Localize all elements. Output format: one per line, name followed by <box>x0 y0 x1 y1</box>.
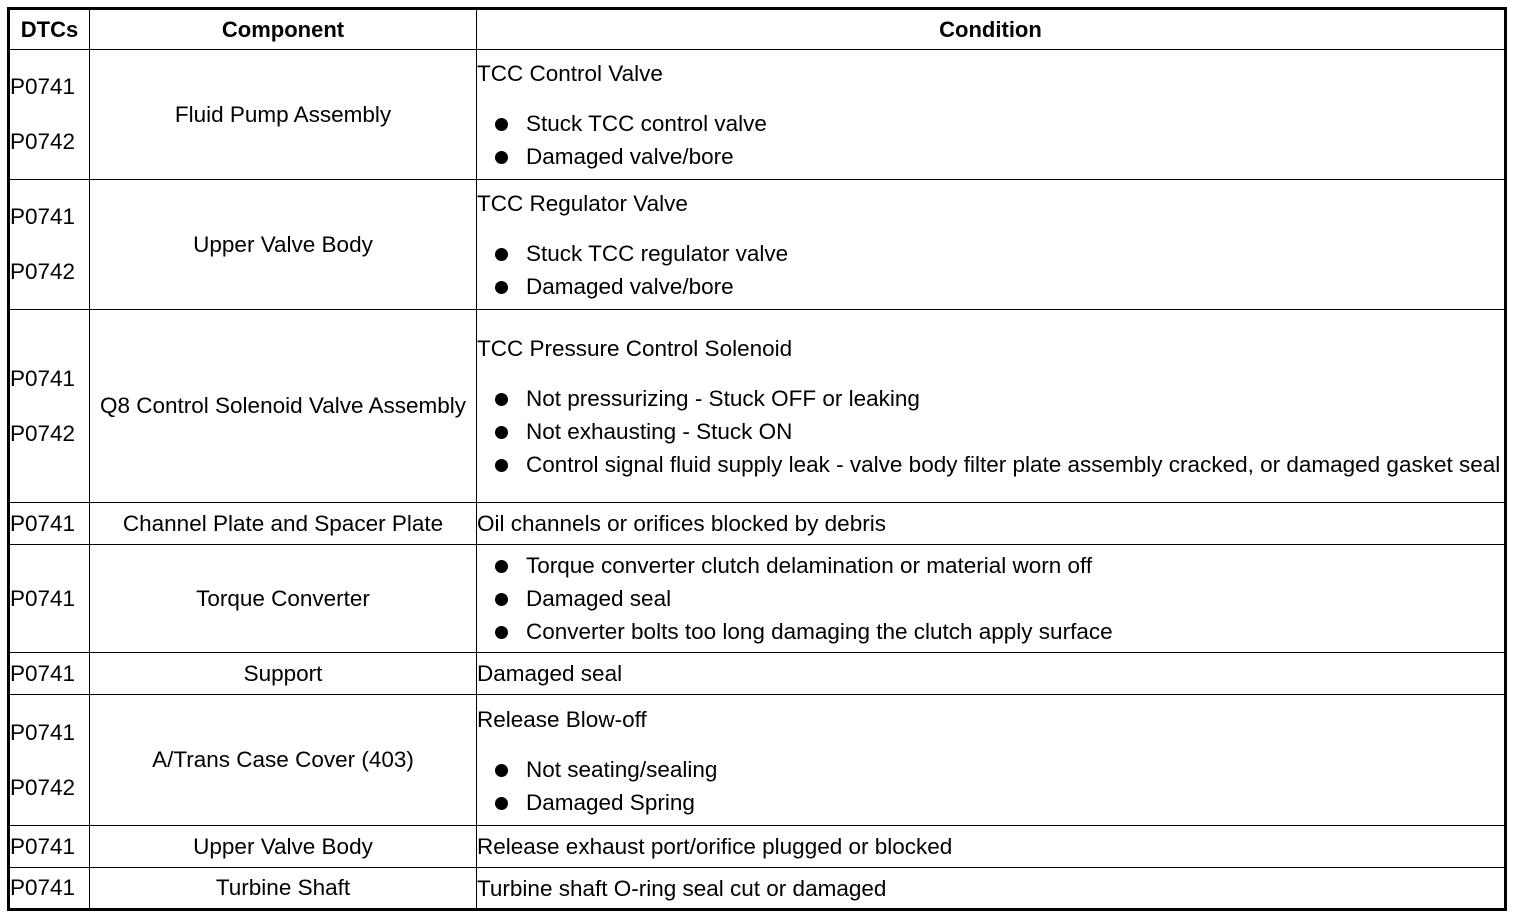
condition-bullet: Control signal fluid supply leak - valve body filter plate assembly cracked, or damaged gasket seal <box>477 450 1504 480</box>
bullet-dot-icon <box>495 593 508 606</box>
dtc-code: P0742 <box>10 129 76 154</box>
dtc-cell <box>9 310 90 503</box>
dtc-cell <box>9 826 90 868</box>
condition-title: Oil channels or orifices blocked by debris <box>477 511 886 536</box>
component-cell: Upper Valve Body <box>90 826 477 868</box>
component-cell: Torque Converter <box>90 545 477 653</box>
condition-bullet: Damaged valve/bore <box>477 272 1504 302</box>
table-row <box>9 695 1506 826</box>
component-cell: Fluid Pump Assembly <box>90 50 477 180</box>
condition-title: Release exhaust port/orifice plugged or blocked <box>477 834 953 859</box>
component-cell: Channel Plate and Spacer Plate <box>90 503 477 545</box>
condition-cell <box>477 868 1506 910</box>
dtc-code: P0741 <box>10 660 76 686</box>
condition-title: Turbine shaft O-ring seal cut or damaged <box>477 875 887 901</box>
component-cell: Upper Valve Body <box>90 180 477 310</box>
table-row <box>9 503 1506 545</box>
condition-title: TCC Regulator Valve <box>477 191 688 216</box>
condition-cell <box>477 180 1506 310</box>
dtc-cell <box>9 180 90 310</box>
dtc-cell <box>9 695 90 826</box>
condition-cell <box>477 826 1506 868</box>
dtc-code: P0741 <box>10 719 76 745</box>
condition-bullet: Damaged Spring <box>477 788 1504 818</box>
component-cell: Turbine Shaft <box>90 868 477 910</box>
dtc-code: P0741 <box>10 875 76 900</box>
dtc-code: P0741 <box>10 74 76 99</box>
bullet-dot-icon <box>495 797 508 810</box>
dtc-code: P0742 <box>10 420 76 446</box>
table-row <box>9 50 1506 180</box>
condition-bullet: Damaged seal <box>477 584 1504 614</box>
dtc-cell <box>9 653 90 695</box>
bullet-dot-icon <box>495 459 508 472</box>
condition-bullet: Stuck TCC regulator valve <box>477 239 1504 269</box>
dtc-code: P0741 <box>10 204 76 229</box>
bullet-dot-icon <box>495 151 508 164</box>
bullet-dot-icon <box>495 118 508 131</box>
bullet-dot-icon <box>495 626 508 639</box>
condition-bullet: Converter bolts too long damaging the clutch apply surface <box>477 617 1504 647</box>
dtc-cell <box>9 503 90 545</box>
condition-cell <box>477 503 1506 545</box>
bullet-dot-icon <box>495 764 508 777</box>
condition-cell <box>477 545 1506 653</box>
bullet-dot-icon <box>495 281 508 294</box>
dtc-diagnosis-table <box>7 7 1507 911</box>
dtc-code: P0741 <box>10 365 76 391</box>
dtc-code: P0741 <box>10 510 76 536</box>
bullet-dot-icon <box>495 248 508 261</box>
table-row <box>9 180 1506 310</box>
dtc-cell <box>9 50 90 180</box>
condition-title: TCC Control Valve <box>477 61 663 86</box>
bullet-dot-icon <box>495 393 508 406</box>
table-row <box>9 545 1506 653</box>
dtc-code: P0741 <box>10 585 76 611</box>
dtc-cell <box>9 545 90 653</box>
table-row <box>9 653 1506 695</box>
dtc-code: P0742 <box>10 774 76 800</box>
condition-bullet: Not exhausting - Stuck ON <box>477 417 1504 447</box>
table-row <box>9 310 1506 503</box>
table-row <box>9 868 1506 910</box>
header-row <box>9 9 1506 50</box>
condition-bullet: Torque converter clutch delamination or material worn off <box>477 551 1504 581</box>
component-cell: A/Trans Case Cover (403) <box>90 695 477 826</box>
condition-title: Damaged seal <box>477 661 623 686</box>
condition-title: Release Blow-off <box>477 706 647 732</box>
condition-cell <box>477 653 1506 695</box>
bullet-dot-icon <box>495 560 508 573</box>
condition-cell <box>477 695 1506 826</box>
table-row <box>9 826 1506 868</box>
condition-bullet: Not pressurizing - Stuck OFF or leaking <box>477 384 1504 414</box>
condition-cell <box>477 310 1506 503</box>
condition-bullet: Not seating/sealing <box>477 755 1504 785</box>
condition-cell <box>477 50 1506 180</box>
condition-bullet: Damaged valve/bore <box>477 142 1504 172</box>
dtc-cell <box>9 868 90 910</box>
header-dtcs: DTCs <box>9 9 90 50</box>
bullet-dot-icon <box>495 426 508 439</box>
condition-title: TCC Pressure Control Solenoid <box>477 336 793 361</box>
component-cell: Q8 Control Solenoid Valve Assembly <box>90 310 477 503</box>
component-cell: Support <box>90 653 477 695</box>
dtc-code: P0742 <box>10 259 76 284</box>
dtc-code: P0741 <box>10 833 76 859</box>
header-component: Component <box>90 9 477 50</box>
condition-bullet: Stuck TCC control valve <box>477 109 1504 139</box>
header-condition: Condition <box>477 9 1506 50</box>
